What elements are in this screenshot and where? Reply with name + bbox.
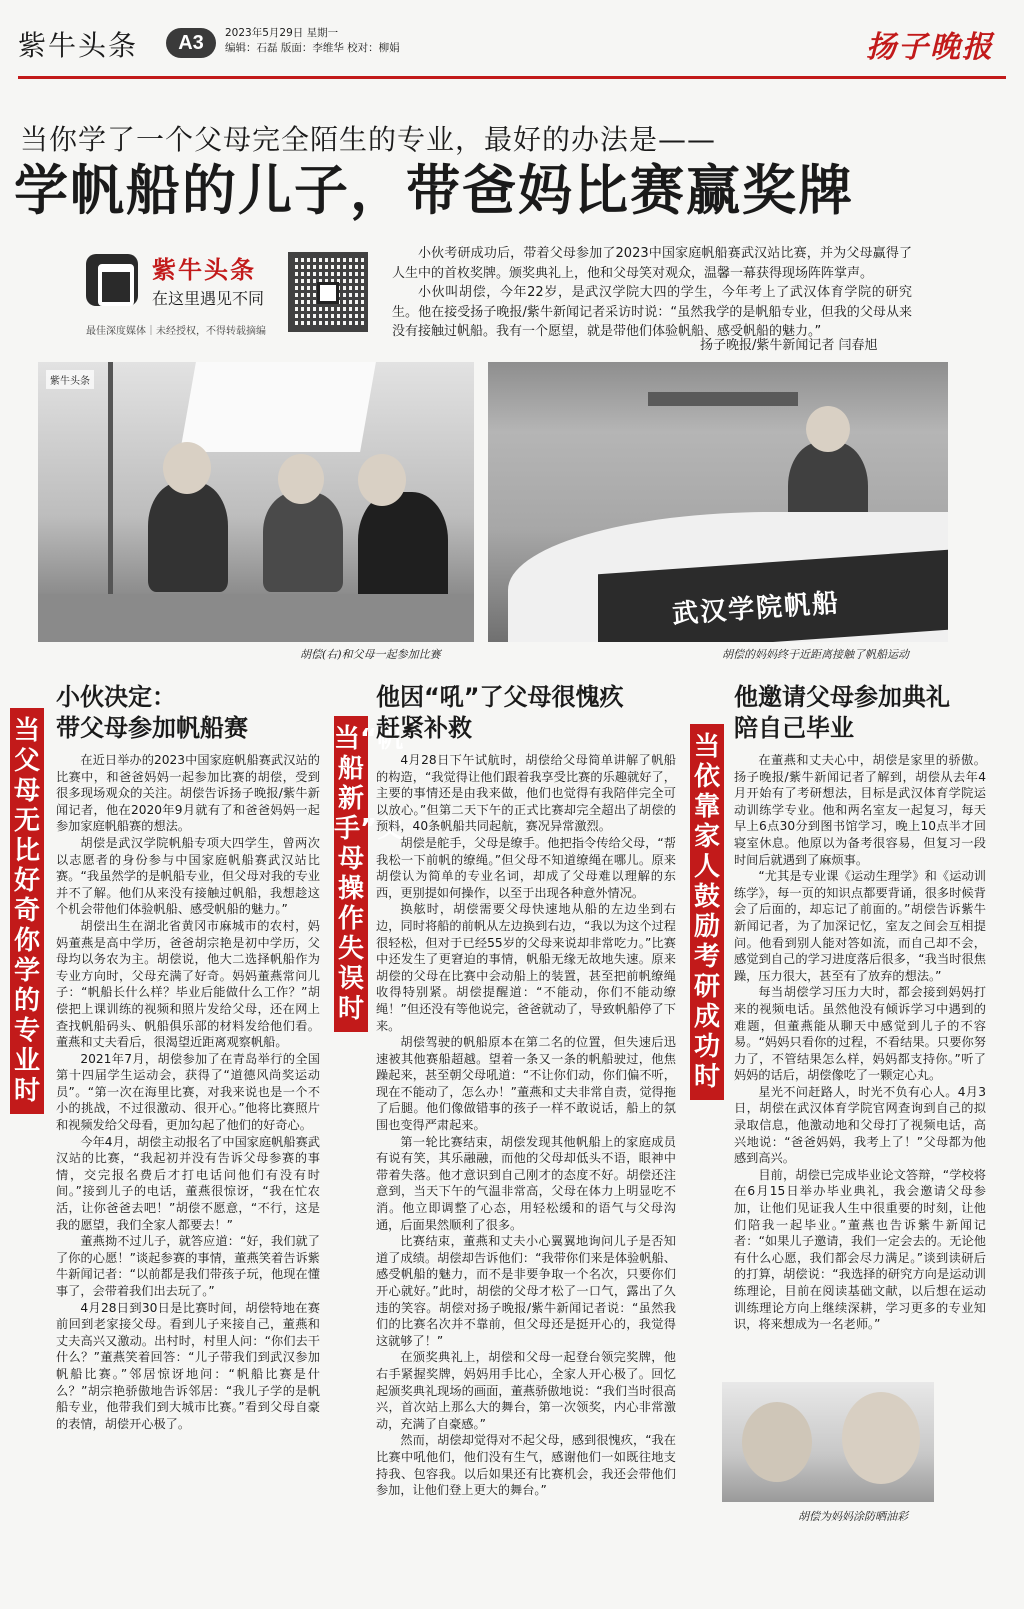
qr-center-logo-icon: [317, 282, 339, 304]
page-header: [18, 18, 1006, 68]
column-3-head-line: 陪自己毕业: [734, 714, 854, 742]
son-head: [358, 454, 406, 506]
mother-head: [278, 454, 324, 504]
paragraph: 4月28日下午试航时，胡偿给父母简单讲解了帆船的构造，“我觉得让他们跟着我享受比赛的乐趣就好了，主要的事情还是由我来做，他们也觉得有我陪伴完全可以放心。”但第二天下午的正式比赛却完全超出了胡偿的预料，40条帆船共同起航，赛况异常激烈。: [376, 753, 676, 834]
paragraph: 比赛结束，董燕和丈夫小心翼翼地询问儿子是否知道了成绩。胡偿却告诉他们：“我带你们来是体验帆船、感受帆船的魅力，而不是非要争取一个名次，只要你们开心就好。”此时，胡偿的父母才松了一口气，露出了久违的笑容。胡偿对扬子晚报/紫牛新闻记者说：“虽然我们的比赛名次并不靠前，但父母还是挺开心的，我觉得这就够了！”: [376, 1234, 676, 1348]
father-figure: [148, 482, 228, 592]
brand-slogan: 在这里遇见不同: [152, 289, 265, 308]
caption-left: 胡偿(右)和父母一起参加比赛: [300, 648, 441, 661]
column-3-side-title: 当依靠家人鼓励考研成功时: [690, 724, 724, 1100]
column-3-head: [734, 682, 986, 744]
article-headline: 学帆船的儿子，带爸妈比赛赢奖牌: [14, 159, 854, 222]
ziniu-logo-icon: [86, 254, 138, 306]
paragraph: 胡偿是舵手，父母是缭手。他把指令传给父母，“帮我松一下前帆的缭绳。”但父母不知道缭绳在哪儿。原来胡偿认为简单的专业名词，却成了父母难以理解的东西，更别提如何操作，以至于出现各种意外情况。: [376, 835, 676, 900]
mother-figure: [263, 492, 343, 592]
brand-block: [86, 250, 276, 320]
intro-paragraph: 小伙叫胡偿，今年22岁，是武汉学院大四的学生，今年考上了武汉体育学院的研究生。他在接受扬子晚报/紫牛新闻记者采访时说：“虽然我学的是帆船专业，但我的父母从来没有接触过帆船。我有一个愿望，就是带他们体验帆船、感受帆船的魅力。”: [392, 285, 912, 339]
newspaper-logo: 扬子晚报: [866, 30, 994, 65]
article-intro: [392, 244, 912, 342]
column-2-head: [376, 682, 676, 744]
paragraph: 胡偿驾驶的帆船原本在第二名的位置，但失速后迅速被其他赛船超越。望着一条又一条的帆船驶过，他焦躁起来，甚至朝父母吼道：“不让你们动，你们偏不听，现在不能动了，怎么办！”董燕和丈夫非常自责，觉得拖了后腿。他们像做错事的孩子一样不敢说话，船上的氛围也变得严肃起来。: [376, 1035, 676, 1133]
issue-date: 2023年5月29日 星期一: [225, 27, 339, 39]
mother-head: [806, 406, 850, 452]
column-1: [56, 682, 320, 1432]
reporter-byline: 扬子晚报/紫牛新闻记者 闫春旭: [700, 338, 878, 353]
paragraph: 第一轮比赛结束，胡偿发现其他帆船上的家庭成员有说有笑，其乐融融，而他的父母却低头不语，眼神中带着失落。他才意识到自己刚才的态度不好。胡偿还注意到，当天下午的气温非常高，父母在体力上明显吃不消。他立即调整了心态，用轻松缓和的语气与父母沟通，后面果然顺利了很多。: [376, 1134, 676, 1232]
paragraph: 目前，胡偿已完成毕业论文答辩，“学校将在6月15日举办毕业典礼，我会邀请父母参加，让他们见证我人生中很重要的时刻，让他们陪我一起毕业。”董燕也告诉紫牛新闻记者：“如果儿子邀请，我们一定会去的。无论他有什么心愿，我们都会尽力满足。”谈到读研后的打算，胡偿说：“我选择的研究方向是运动训练理论，目前在阅读基础文献，以后想在运动训练理论方向上继续深耕，学习更多的专业知识，将来想成为一名老师。”: [734, 1167, 986, 1332]
paragraph: 董燕拗不过儿子，就答应道：“好，我们就了了你的心愿！”谈起参赛的事情，董燕笑着告诉紫牛新闻记者：“以前都是我们带孩子玩，他现在懂事了，会带着我们出去玩了。”: [56, 1234, 320, 1298]
column-1-body: [56, 752, 320, 1432]
photo-watermark-logo: 紫牛头条: [46, 370, 94, 389]
paragraph: 在董燕和丈夫心中，胡偿是家里的骄傲。扬子晚报/紫牛新闻记者了解到，胡偿从去年4月开始有了考研想法，目标是武汉体育学院运动训练学专业。他和两名室友一起复习，每天早上6点30分到图书馆学习，晚上10点半才回寝室休息。他原以为备考很容易，但复习一段时间后就遇到了麻烦事。: [734, 753, 986, 867]
column-1-head: [56, 682, 320, 744]
son-head: [742, 1402, 812, 1482]
issue-meta: [225, 26, 400, 56]
column-2-body: [376, 752, 676, 1499]
caption-right: 胡偿的妈妈终于近距离接触了帆船运动: [722, 648, 909, 661]
page-number-badge: A3: [166, 28, 216, 58]
paragraph: 今年4月，胡偿主动报名了中国家庭帆船赛武汉站的比赛，“我起初并没有告诉父母参赛的事情，交完报名费后才打电话问他们有没有时间。”接到儿子的电话，董燕很惊讶，“我在忙农活，让你爸爸去吧！”胡偿不愿意，“不行，这是我的愿望，我们全家人都要去！”: [56, 1134, 320, 1232]
sail-shape: [180, 362, 376, 452]
hull-lettering: 武汉学院帆船: [671, 588, 842, 630]
column-3: [734, 682, 986, 1333]
paragraph: 4月28日到30日是比赛时间，胡偿特地在赛前回到老家接父母。看到儿子来接自己，董燕和丈夫高兴又激动。出村时，村里人问：“你们去干什么？”董燕笑着回答：“儿子带我们到武汉参加帆船比赛。”邻居惊讶地问：“帆船比赛是什么？”胡宗艳骄傲地告诉邻居：“我儿子学的是帆船专业，他带我们到大城市比赛。”看到父母自豪的表情，胡偿开心极了。: [56, 1300, 320, 1431]
paragraph: 星光不问赶路人，时光不负有心人。4月3日，胡偿在武汉体育学院官网查询到自己的拟录取信息，他激动地和父母打了视频电话，高兴地说：“爸爸妈妈，我考上了！”父母都为他感到高兴。: [734, 1084, 986, 1166]
column-2-head-line: 他因“吼”了父母很愧疚: [376, 683, 624, 711]
paragraph: 胡偿出生在湖北省黄冈市麻城市的农村，妈妈董燕是高中学历，爸爸胡宗艳是初中学历，父母均以务农为主。胡偿说，他大二选择帆船作为专业方向时，父母充满了好奇。妈妈董燕常问儿子：“帆船长什么样？毕业后能做什么工作？”胡偿把上课训练的视频和照片发给父母，还在网上查找帆船码头、帆船俱乐部的材料发给他们看。董燕和丈夫看后，很渴望近距离观察帆船。: [56, 918, 320, 1050]
paragraph: “尤其是专业课《运动生理学》和《运动训练学》，每一页的知识点都要背诵，很多时候背会了后面的，却忘记了前面的。”胡偿告诉紫牛新闻记者，为了加深记忆，室友之间会互相提问。他看到别人能对答如流，而自己却不会，感觉到自己的学习进度落后很多，“我当时很焦躁，压力很大，甚至有了放弃的想法。”: [734, 869, 986, 983]
paragraph: 2021年7月，胡偿参加了在青岛举行的全国第十四届学生运动会，获得了“道德风尚奖运动员”。“第一次在海里比赛，对我来说也是一个不小的挑战，不过很激动、很开心。”他将比赛照片和视频发给父母看，更加勾起了他们的好奇心。: [56, 1051, 320, 1133]
section-name: 紫牛头条: [18, 29, 139, 62]
paragraph: 胡偿是武汉学院帆船专项大四学生，曾两次以志愿者的身份参与中国家庭帆船赛武汉站比赛。“我虽然学的是帆船专业，但父母对我的专业并不了解。他们从来没有接触过帆船，我想趁这个机会带他们体验帆船、感受帆船的魅力。”: [56, 835, 320, 917]
mother-head: [842, 1392, 920, 1484]
paragraph: 在颁奖典礼上，胡偿和父母一起登台领完奖牌，他右手紧握奖牌，妈妈用手比心，全家人开心极了。回忆起颁奖典礼现场的画面，董燕骄傲地说：“我们当时很高兴，首次站上那么大的舞台，第一次领奖，内心非常激动，充满了自豪感。”: [376, 1350, 676, 1431]
paragraph: 在近日举办的2023中国家庭帆船赛武汉站的比赛中，和爸爸妈妈一起参加比赛的胡偿，受到很多现场观众的关注。胡偿告诉扬子晚报/紫牛新闻记者，他在2020年9月就有了和爸爸妈妈一起参加家庭帆船赛的想法。: [56, 753, 320, 834]
column-3-body: [734, 752, 986, 1333]
photo-family-sailing: [38, 362, 474, 642]
caption-inset: 胡偿为妈妈涂防晒油彩: [798, 1510, 908, 1523]
column-1-head-line: 带父母参加帆船赛: [56, 714, 248, 742]
photo-sunscreen: [722, 1382, 934, 1502]
header-divider: [18, 76, 1006, 79]
editors-credit: 编辑：石磊 版面：李维华 校对：柳娟: [225, 42, 400, 54]
brand-subline: 最佳深度媒体｜未经授权，不得转载摘编: [86, 326, 266, 337]
column-1-head-line: 小伙决定：: [56, 683, 176, 711]
father-head: [163, 442, 211, 494]
distant-ship: [648, 392, 798, 406]
column-1-side-title: 当父母无比好奇你学的专业时: [10, 708, 44, 1114]
paragraph: 换舷时，胡偿需要父母快速地从船的左边坐到右边，同时将船的前帆从左边换到右边，“我以为这个过程很轻松，但对于已经55岁的父母来说却非常吃力。”比赛中还发生了更窘迫的事情，帆船无缘无故地失速。原来胡偿的父母在比赛中会动船上的装置，甚至把前帆缭绳收得特别紧。胡偿提醒道：“不能动，你们不能动缭绳！”但还没有等他说完，爸爸就动了，导致帆船停了下来。: [376, 902, 676, 1033]
intro-paragraph: 小伙考研成功后，带着父母参加了2023中国家庭帆船赛武汉站比赛，并为父母赢得了人生中的首枚奖牌。颁奖典礼上，他和父母笑对观众，温馨一幕获得现场阵阵掌声。: [392, 246, 912, 281]
column-2: [376, 682, 676, 1499]
boat-deck: [38, 594, 474, 642]
article-kicker: 当你学了一个父母完全陌生的专业，最好的办法是——: [20, 123, 717, 156]
paragraph: 每当胡偿学习压力大时，都会接到妈妈打来的视频电话。虽然他没有倾诉学习中遇到的难题，但董燕能从聊天中感觉到儿子的不容易。“妈妈只看你的过程，不看结果。只要你努力了，不管结果怎么样，妈妈都支持你。”听了妈妈的话后，胡偿像吃了一颗定心丸。: [734, 985, 986, 1083]
paragraph: 然而，胡偿却觉得对不起父母，感到很愧疚，“我在比赛中吼他们，他们没有生气，感谢他们一如既往地支持我、包容我。以后如果还有比赛机会，我还会带他们参加，让他们登上更大的舞台。”: [376, 1433, 676, 1498]
column-2-head-line: 赶紧补救: [376, 714, 472, 742]
column-3-head-line: 他邀请父母参加典礼: [734, 683, 950, 711]
column-2-side-title: 当“帆船新手”父母操作失误时: [334, 716, 368, 1032]
brand-name: 紫牛头条: [152, 256, 256, 284]
